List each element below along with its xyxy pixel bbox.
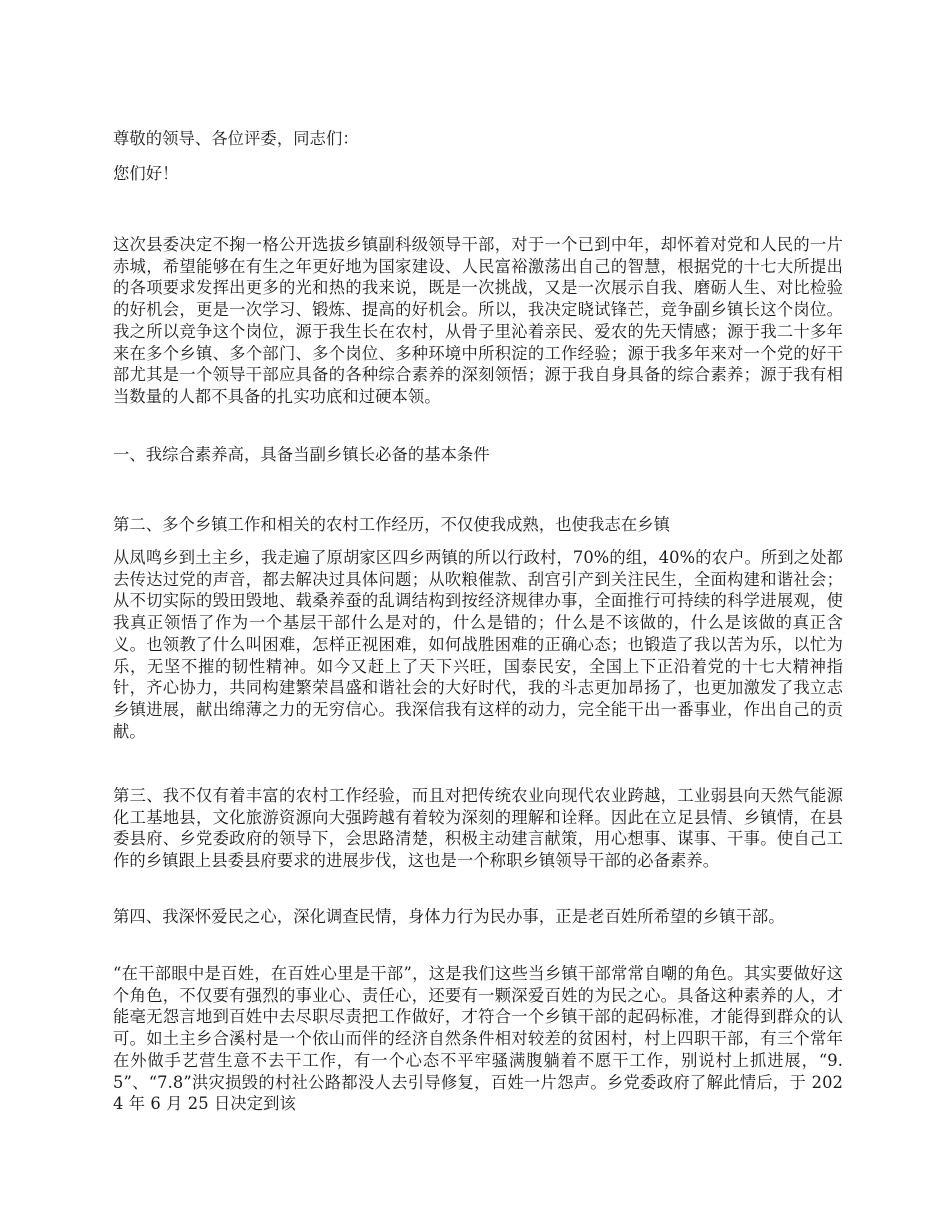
section-heading-2: 第二、多个乡镇工作和相关的农村工作经历，不仅使我成熟，也使我志在乡镇 <box>113 515 670 534</box>
paragraph-3: 第三、我不仅有着丰富的农村工作经验，而且对把传统农业向现代农业跨越，工业弱县向天然气能源化工基地县，文化旅游资源向大强跨越有着较为深刻的理解和诠释。因此在立足县情、乡镇情，在县委县府、乡党委政府的领导下，会思路清楚，积极主动建言献策，用心想事、谋事、干事。使自己工作的乡镇跟上县委县府要求的进展步伐，这也是一个称职乡镇领导干部的必备素养。 <box>113 786 843 871</box>
section-heading-1: 一、我综合素养高，具备当副乡镇长必备的基本条件 <box>113 445 490 464</box>
greeting: 您们好！ <box>113 164 179 183</box>
salutation: 尊敬的领导、各位评委，同志们： <box>113 129 359 148</box>
paragraph-5: “在干部眼中是百姓，在百姓心里是干部”，这是我们这些当乡镇干部常常自嘲的角色。其实要做好这个角色，不仅要有强烈的事业心、责任心，还要有一颗深爱百姓的为民之心。具备这种素养的人，才能毫无怨言地到百姓中去尽职尽责把工作做好，才符合一个乡镇干部的起码标准，才能得到群众的认可。如土主乡合溪村是一个依山而伴的经济自然条件相对较差的贫困村，村上四职干部，有三个常年在外做手艺营生意不去干工作，有一个心态不平牢骚满腹躺着不愿干工作，别说村上抓进展，“9.5”、“7.8”洪灾损毁的村社公路都没人去引导修复，百姓一片怨声。乡党委政府了解此情后，于 2024 年 6 月 25 日决定到该 <box>113 964 843 1114</box>
paragraph-4: 第四、我深怀爱民之心，深化调查民情，身体力行为民办事，正是老百姓所希望的乡镇干部。 <box>113 907 785 926</box>
paragraph-2: 从凤鸣乡到土主乡，我走遍了原胡家区四乡两镇的所以行政村，70%的组，40%的农户。所到之处都去传达过党的声音，都去解决过具体问题；从吹粮催款、刮宫引产到关注民生，全面构建和谐社会；从不切实际的毁田毁地、载桑养蚕的乱调结构到按经济规律办事，全面推行可持续的科学进展观，使我真正领悟了作为一个基层干部什么是对的，什么是错的；什么是不该做的，什么是该做的真正含义。也领教了什么叫困难，怎样正视困难，如何战胜困难的正确心态；也锻造了我以苦为乐，以忙为乐，无坚不摧的韧性精神。如今又赶上了天下兴旺，国泰民安，全国上下正沿着党的十七大精神指针，齐心协力，共同构建繁荣昌盛和谐社会的大好时代，我的斗志更加昂扬了，也更加激发了我立志乡镇进展，献出绵薄之力的无穷信心。我深信我有这样的动力，完全能干出一番事业，作出自己的贡献。 <box>113 548 843 741</box>
intro-paragraph: 这次县委决定不掬一格公开选拔乡镇副科级领导干部，对于一个已到中年，却怀着对党和人民的一片赤城，希望能够在有生之年更好地为国家建设、人民富裕激荡出自己的智慧，根据党的十七大所提出的各项要求发挥出更多的光和热的我来说，既是一次挑战，又是一次展示自我、磨砺人生、对比检验的好机会，更是一次学习、锻炼、提高的好机会。所以，我决定晓试锋芒，竞争副乡镇长这个岗位。我之所以竞争这个岗位，源于我生长在农村，从骨子里沁着亲民、爱农的先天情感；源于我二十多年来在多个乡镇、多个部门、多个岗位、多种环境中所积淀的工作经验；源于我多年来对一个党的好干部尤其是一个领导干部应具备的各种综合素养的深刻领悟；源于我自身具备的综合素养；源于我有相当数量的人都不具备的扎实功底和过硬本领。 <box>113 235 843 406</box>
